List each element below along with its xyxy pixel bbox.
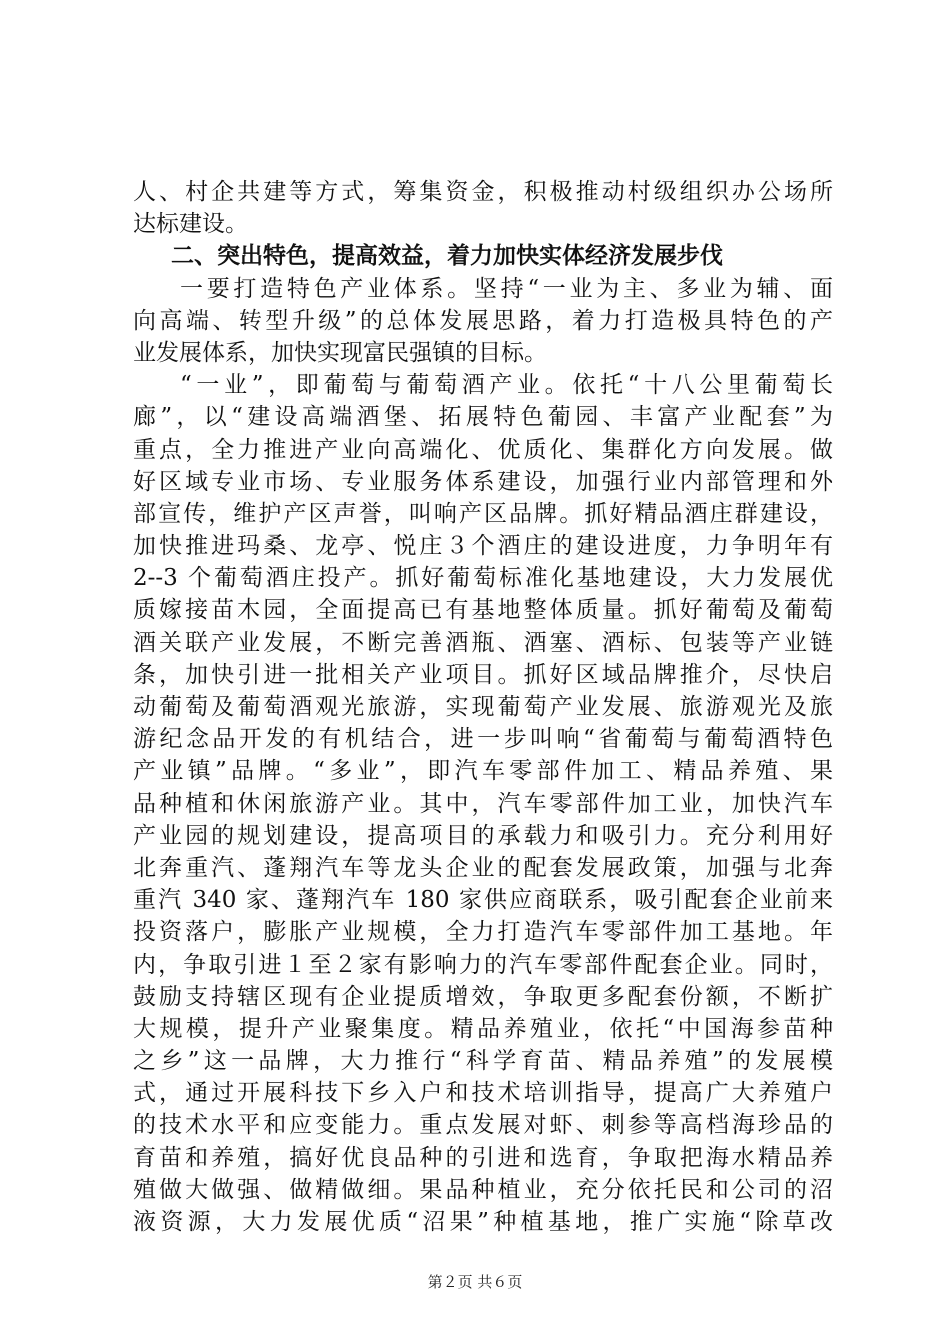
text-line: 内，争取引进１至２家有影响力的汽车零部件配套企业。同时， [133,951,833,978]
text-line: 人、村企共建等方式，筹集资金，积极推动村级组织办公场所 [133,179,833,205]
text-line: 达标建设。 [133,211,248,238]
text-line: 2--3 个葡萄酒庄投产。抓好葡萄标准化基地建设，大力发展优 [133,565,833,592]
text-line: 的技术水平和应变能力。重点发展对虾、刺参等高档海珍品的 [133,1112,833,1139]
document-body [133,176,833,1238]
text-line: 向高端、转型升级”的总体发展思路，着力打造极具特色的产 [133,307,833,334]
text-line: 投资落户，膨胀产业规模，全力打造汽车零部件加工基地。年 [133,919,833,946]
text-line: 条，加快引进一批相关产业项目。抓好区域品牌推介，尽快启 [133,661,833,688]
text-line: 液资源，大力发展优质“沼果”种植基地，推广实施“除草改 [133,1209,833,1235]
text-line: 重汽 340 家、蓬翔汽车 180 家供应商联系，吸引配套企业前来 [133,887,833,914]
text-line: 产业园的规划建设，提高项目的承载力和吸引力。充分利用好 [133,822,833,849]
text-line: 加快推进玛桑、龙亭、悦庄３个酒庄的建设进度，力争明年有 [133,533,833,560]
text-line: 北奔重汽、蓬翔汽车等龙头企业的配套发展政策，加强与北奔 [133,854,833,881]
text-line: 殖做大做强、做精做细。果品种植业，充分依托民和公司的沼 [133,1176,833,1203]
text-line: 品种植和休闲旅游产业。其中，汽车零部件加工业，加快汽车 [133,790,833,817]
text-line: 产业镇”品牌。“多业”，即汽车零部件加工、精品养殖、果 [133,758,833,785]
text-line: 质嫁接苗木园，全面提高已有基地整体质量。抓好葡萄及葡萄 [133,597,833,624]
text-line: 大规模，提升产业聚集度。精品养殖业，依托“中国海参苗种 [133,1015,833,1042]
text-line: 之乡”这一品牌，大力推行“科学育苗、精品养殖”的发展模 [133,1048,833,1075]
text-line: 育苗和养殖，搞好优良品种的引进和选育，争取把海水精品养 [133,1144,833,1171]
page-number-footer: 第２页 共６页 [427,1273,523,1291]
section-heading: 二、突出特色，提高效益，着力加快实体经济发展步伐 [171,243,723,270]
text-line: 鼓励支持辖区现有企业提质增效，争取更多配套份额，不断扩 [133,983,833,1010]
text-line: 一要打造特色产业体系。坚持“一业为主、多业为辅、面 [180,275,833,302]
text-line: 廊”，以“建设高端酒堡、拓展特色葡园、丰富产业配套”为 [133,404,833,431]
text-line: 酒关联产业发展，不断完善酒瓶、酒塞、酒标、包装等产业链 [133,629,833,656]
text-line: 式，通过开展科技下乡入户和技术培训指导，提高广大养殖户 [133,1080,833,1107]
text-line: 游纪念品开发的有机结合，进一步叫响“省葡萄与葡萄酒特色 [133,726,833,753]
text-line: 动葡萄及葡萄酒观光旅游，实现葡萄产业发展、旅游观光及旅 [133,694,833,720]
text-line: 重点，全力推进产业向高端化、优质化、集群化方向发展。做 [133,436,833,463]
text-line: 业发展体系，加快实现富民强镇的目标。 [133,339,547,366]
text-line: 好区域专业市场、专业服务体系建设，加强行业内部管理和外 [133,468,833,495]
text-line: 部宣传，维护产区声誉，叫响产区品牌。抓好精品酒庄群建设， [133,500,833,527]
text-line: “一业”，即葡萄与葡萄酒产业。依托“十八公里葡萄长 [180,372,833,399]
